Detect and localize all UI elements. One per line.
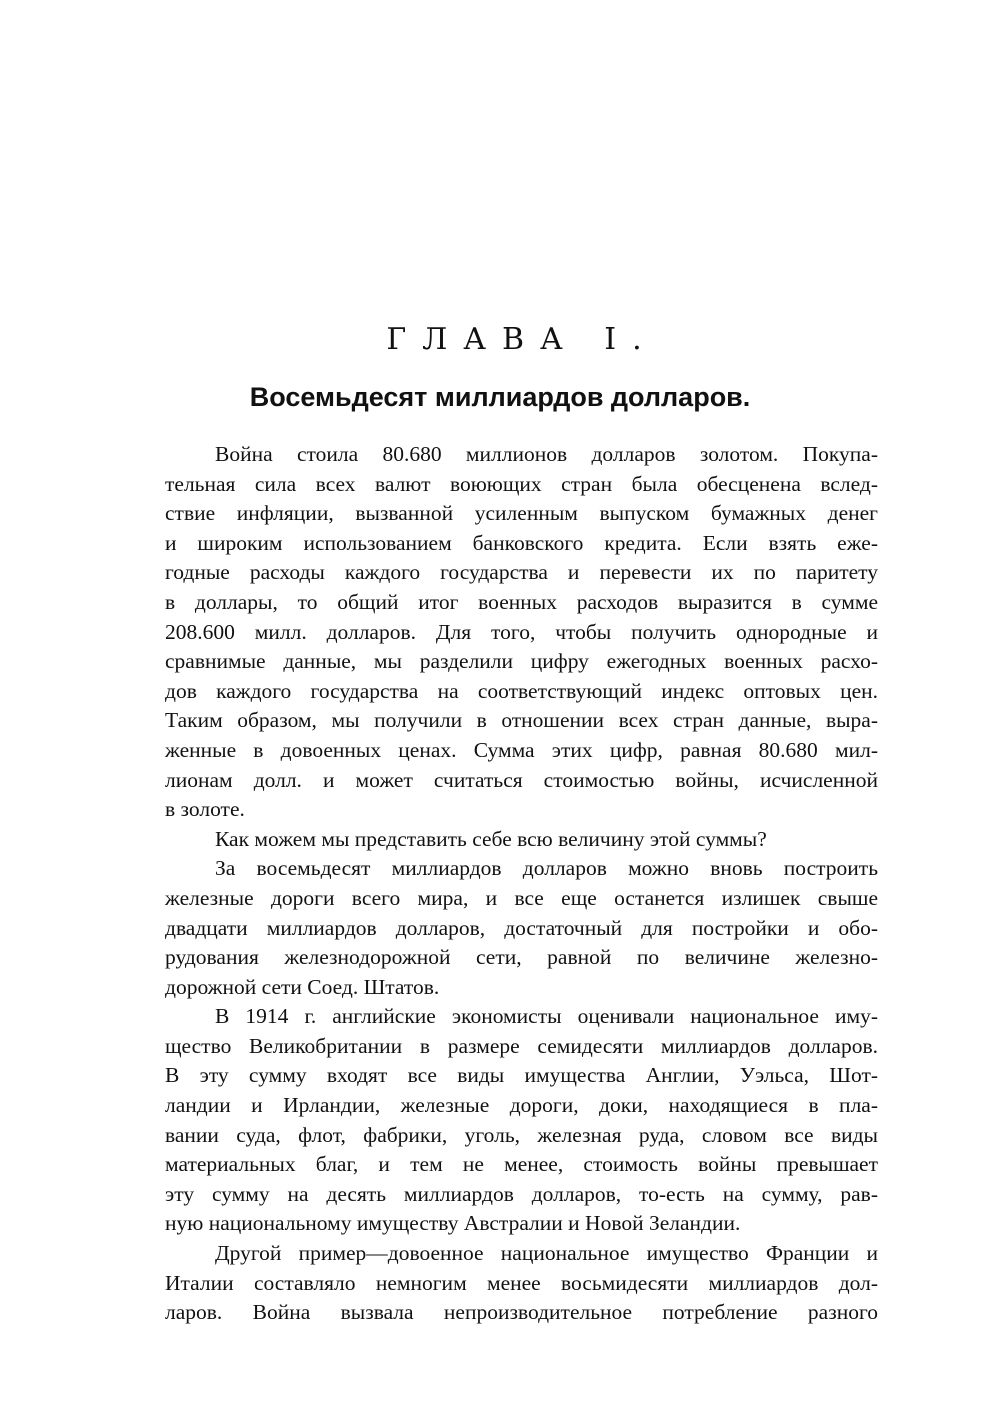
text-line: В 1914 г. английские экономисты оценивали национальное иму- bbox=[215, 1004, 878, 1029]
paragraph bbox=[165, 854, 878, 1002]
text-line: 208.600 милл. долларов. Для того, чтобы получить однородные и bbox=[165, 619, 878, 644]
text-line: Война стоила 80.680 миллионов долларов золотом. Покупа- bbox=[215, 442, 878, 466]
text-line: За восемьдесят миллиардов долларов можно вновь построить bbox=[215, 856, 878, 881]
text-line: вании суда, флот, фабрики, уголь, железная руда, словом все виды bbox=[165, 1122, 878, 1147]
paragraph bbox=[165, 825, 878, 855]
text-line: Италии составляло немногим менее восьмидесяти миллиардов дол- bbox=[165, 1270, 878, 1295]
paragraph bbox=[165, 1002, 878, 1239]
text-line: железные дороги всего мира, и все еще останется излишек свыше bbox=[165, 885, 878, 910]
text-line: щество Великобритании в размере семидесяти миллиардов долларов. bbox=[165, 1033, 878, 1058]
text-line: ную национальному имуществу Австралии и Новой Зеландии. bbox=[165, 1211, 741, 1236]
text-line: тельная сила всех валют воюющих стран была обесценена вслед- bbox=[165, 471, 878, 496]
text-line: двадцати миллиардов долларов, достаточный для постройки и обо- bbox=[165, 915, 878, 940]
text-line: Как можем мы представить себе всю величину этой суммы? bbox=[215, 826, 767, 851]
text-line: ларов. Война вызвала непроизводительное потребление разного bbox=[165, 1300, 878, 1325]
text-line: сравнимые данные, мы разделили цифру ежегодных военных расхо- bbox=[165, 649, 878, 674]
text-line: ландии и Ирландии, железные дороги, доки, находящиеся в пла- bbox=[165, 1093, 878, 1118]
text-line: Таким образом, мы получили в отношении всех стран данные, выра- bbox=[165, 708, 878, 733]
text-line: лионам долл. и может считаться стоимостью войны, исчисленной bbox=[165, 767, 878, 792]
paragraph bbox=[165, 1239, 878, 1328]
text-line: ствие инфляции, вызванной усиленным выпуском бумажных денег bbox=[165, 501, 878, 526]
body-text bbox=[165, 440, 878, 1328]
chapter-title: Восемьдесят миллиардов долларов. bbox=[249, 382, 751, 412]
text-line: дорожной сети Соед. Штатов. bbox=[165, 974, 440, 999]
text-line: дов каждого государства на соответствующий индекс оптовых цен. bbox=[165, 678, 878, 703]
text-line: в золоте. bbox=[165, 797, 245, 822]
text-line: эту сумму на десять миллиардов долларов, то-есть на сумму, рав- bbox=[165, 1181, 878, 1206]
text-line: рудования железнодорожной сети, равной по величине железно- bbox=[165, 945, 878, 970]
text-line: годные расходы каждого государства и перевести их по паритету bbox=[165, 560, 878, 585]
chapter-heading: ГЛАВА I. bbox=[386, 322, 658, 357]
text-line: Другой пример—довоенное национальное имущество Франции и bbox=[215, 1241, 878, 1266]
text-line: В эту сумму входят все виды имущества Англии, Уэльса, Шот- bbox=[165, 1063, 878, 1088]
text-line: и широким использованием банковского кредита. Если взять еже- bbox=[165, 530, 878, 555]
text-line: материальных благ, и тем не менее, стоимость войны превышает bbox=[165, 1152, 878, 1177]
text-line: в доллары, то общий итог военных расходов выразится в сумме bbox=[165, 589, 878, 614]
paragraph bbox=[165, 440, 878, 825]
text-line: женные в довоенных ценах. Сумма этих цифр, равная 80.680 мил- bbox=[165, 737, 878, 762]
